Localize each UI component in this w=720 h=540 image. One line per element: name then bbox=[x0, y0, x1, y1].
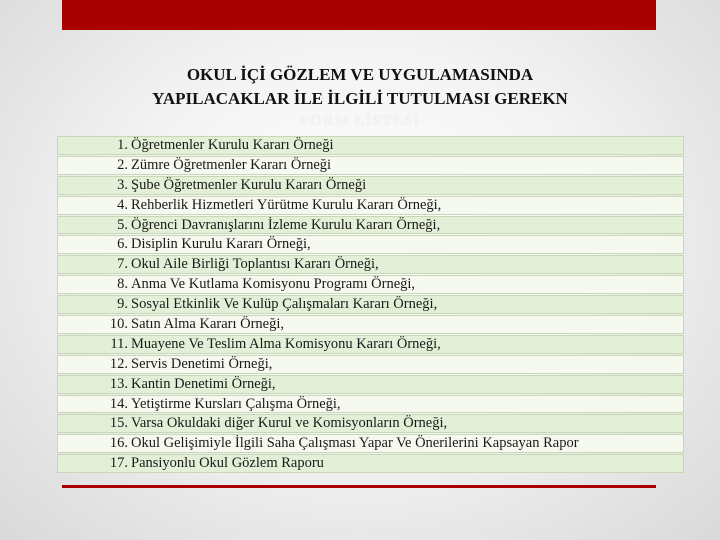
list-item bbox=[57, 375, 684, 394]
list-item bbox=[57, 434, 684, 453]
list-item-text: Satın Alma Kararı Örneği, bbox=[131, 316, 285, 333]
list-item-text: Zümre Öğretmenler Kararı Örneği bbox=[131, 156, 332, 173]
title-line-3: FORM LİSTESİ bbox=[300, 113, 420, 129]
list-item-text: Okul Gelişimiyle İlgili Saha Çalışması Yapar Ve Önerilerini Kapsayan Rapor bbox=[131, 435, 579, 452]
list-item bbox=[57, 395, 684, 414]
list-item bbox=[57, 196, 684, 215]
list-item-text: Servis Denetimi Örneği, bbox=[131, 355, 273, 372]
title-line-1: OKUL İÇİ GÖZLEM VE UYGULAMASINDA bbox=[186, 65, 534, 84]
list-item-number: 16. bbox=[109, 435, 128, 452]
list-item-text: Okul Aile Birliği Toplantısı Kararı Örneği, bbox=[131, 256, 379, 273]
list-item-number: 9. bbox=[117, 296, 128, 313]
list-item-number: 2. bbox=[117, 156, 128, 173]
list-item-number: 4. bbox=[117, 196, 128, 213]
form-list bbox=[57, 136, 684, 474]
list-item-text: Öğrenci Davranışlarını İzleme Kurulu Kararı Örneği, bbox=[131, 216, 441, 233]
list-item-number: 14. bbox=[109, 395, 128, 412]
list-item-text: Muayene Ve Teslim Alma Komisyonu Kararı Örneği, bbox=[131, 335, 441, 352]
list-item bbox=[57, 216, 684, 235]
list-item-number: 13. bbox=[109, 375, 128, 392]
list-item-number: 12. bbox=[109, 355, 128, 372]
list-item-text: Kantin Denetimi Örneği, bbox=[131, 375, 276, 392]
list-item-text: Şube Öğretmenler Kurulu Kararı Örneği bbox=[131, 176, 367, 193]
list-item-number: 7. bbox=[117, 256, 128, 273]
list-item-number: 3. bbox=[117, 176, 128, 193]
list-item-text: Disiplin Kurulu Kararı Örneği, bbox=[131, 236, 311, 253]
list-item bbox=[57, 176, 684, 195]
list-item bbox=[57, 295, 684, 314]
list-item bbox=[57, 414, 684, 433]
list-item-number: 17. bbox=[109, 455, 128, 472]
bottom-accent-line bbox=[62, 485, 656, 488]
top-accent-bar bbox=[62, 0, 656, 30]
title-line-2: YAPILACAKLAR İLE İLGİLİ TUTULMASI GEREKN bbox=[152, 89, 568, 108]
list-item-number: 1. bbox=[117, 137, 128, 153]
list-item bbox=[57, 315, 684, 334]
list-item-text: Rehberlik Hizmetleri Yürütme Kurulu Kararı Örneği, bbox=[131, 196, 442, 213]
list-item-number: 11. bbox=[110, 335, 128, 352]
list-item-text: Varsa Okuldaki diğer Kurul ve Komisyonların Örneği, bbox=[131, 415, 448, 432]
list-item-text: Anma Ve Kutlama Komisyonu Programı Örneği, bbox=[131, 276, 416, 293]
list-item bbox=[57, 255, 684, 274]
list-item-text: Yetiştirme Kursları Çalışma Örneği, bbox=[131, 395, 341, 412]
list-item-text: Öğretmenler Kurulu Kararı Örneği bbox=[131, 137, 334, 153]
list-item-number: 10. bbox=[109, 316, 128, 333]
list-item bbox=[57, 156, 684, 175]
list-item-text: Pansiyonlu Okul Gözlem Raporu bbox=[131, 455, 324, 472]
list-item-text: Sosyal Etkinlik Ve Kulüp Çalışmaları Kararı Örneği, bbox=[131, 296, 438, 313]
list-item bbox=[57, 454, 684, 473]
list-item bbox=[57, 335, 684, 354]
list-item-number: 6. bbox=[117, 236, 128, 253]
list-item bbox=[57, 275, 684, 294]
list-item bbox=[57, 136, 684, 155]
list-item-number: 8. bbox=[117, 276, 128, 293]
list-item bbox=[57, 235, 684, 254]
list-item-number: 15. bbox=[109, 415, 128, 432]
list-item bbox=[57, 355, 684, 374]
list-item-number: 5. bbox=[117, 216, 128, 233]
